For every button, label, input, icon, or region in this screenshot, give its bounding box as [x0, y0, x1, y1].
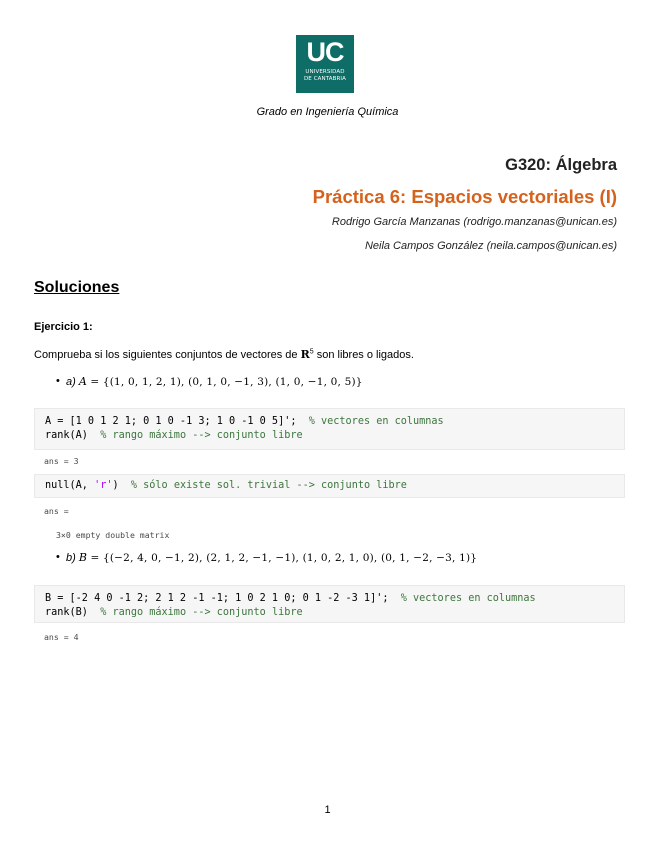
bullet-a	[66, 375, 363, 388]
author-1: Rodrigo García Manzanas (rodrigo.manzanas@unican.es)	[331, 216, 617, 228]
logo-letters: UC	[306, 37, 344, 67]
university-logo	[296, 35, 354, 93]
author-2: Neila Campos González (neila.campos@unican.es)	[364, 240, 617, 252]
output-4: ans = 4	[44, 632, 79, 642]
bullet-a-label: a)	[66, 376, 76, 388]
code2-call-end: )	[112, 480, 119, 491]
code1-line1: A = [1 0 1 2 1; 0 1 0 -1 3; 1 0 -1 0 5]';	[45, 416, 297, 427]
code-block-1	[34, 408, 625, 450]
code3-line2-comment: % rango máximo --> conjunto libre	[87, 607, 303, 618]
code1-line1-comment: % vectores en columnas	[296, 416, 444, 427]
dimension-exponent: 5	[309, 348, 314, 356]
output-2: ans =	[44, 506, 69, 516]
code-block-2	[34, 474, 625, 498]
code3-line1-comment: % vectores en columnas	[388, 593, 536, 604]
page-number: 1	[324, 804, 331, 816]
code1-line2: rank(A)	[45, 430, 88, 441]
bullet-b-set: = {(−2, 4, 0, −1, 2), (2, 1, 2, −1, −1), (1, 0, 2, 1, 0), (0, 1, −2, −3, 1)}	[86, 552, 478, 564]
bullet-b-label: b)	[66, 552, 76, 564]
code2-call-start: null(A,	[45, 480, 95, 491]
real-space-symbol: R	[300, 348, 310, 361]
solutions-heading: Soluciones	[34, 279, 120, 296]
logo-line1: UNIVERSIDAD	[305, 69, 345, 75]
degree-name: Grado en Ingeniería Química	[256, 106, 399, 118]
statement-after: son libres o ligados.	[313, 349, 414, 361]
course-title: G320: Álgebra	[505, 156, 617, 174]
exercise-statement	[34, 348, 414, 361]
code2-string: 'r'	[94, 480, 113, 491]
practice-title: Práctica 6: Espacios vectoriales (I)	[312, 186, 617, 207]
output-3: 3×0 empty double matrix	[56, 530, 170, 540]
exercise-heading: Ejercicio 1:	[34, 321, 93, 333]
bullet-b	[66, 551, 477, 564]
bullet-a-set: = {(1, 0, 1, 2, 1), (0, 1, 0, −1, 3), (1, 0, −1, 0, 5)}	[86, 376, 363, 388]
logo-line2: DE CANTABRIA	[303, 75, 347, 82]
bullet-a-variable: A	[78, 375, 87, 388]
code1-line2-comment: % rango máximo --> conjunto libre	[87, 430, 303, 441]
code-block-3	[34, 585, 625, 623]
statement-before: Comprueba si los siguientes conjuntos de vectores de	[34, 349, 301, 361]
code3-line2: rank(B)	[45, 607, 88, 618]
code3-line1: B = [-2 4 0 -1 2; 2 1 2 -1 -1; 1 0 2 1 0; 0 1 -2 -3 1]';	[45, 593, 389, 604]
code2-comment: % sólo existe sol. trivial --> conjunto libre	[118, 480, 407, 491]
bullet-b-variable: B	[78, 551, 87, 564]
output-1: ans = 3	[44, 456, 79, 466]
